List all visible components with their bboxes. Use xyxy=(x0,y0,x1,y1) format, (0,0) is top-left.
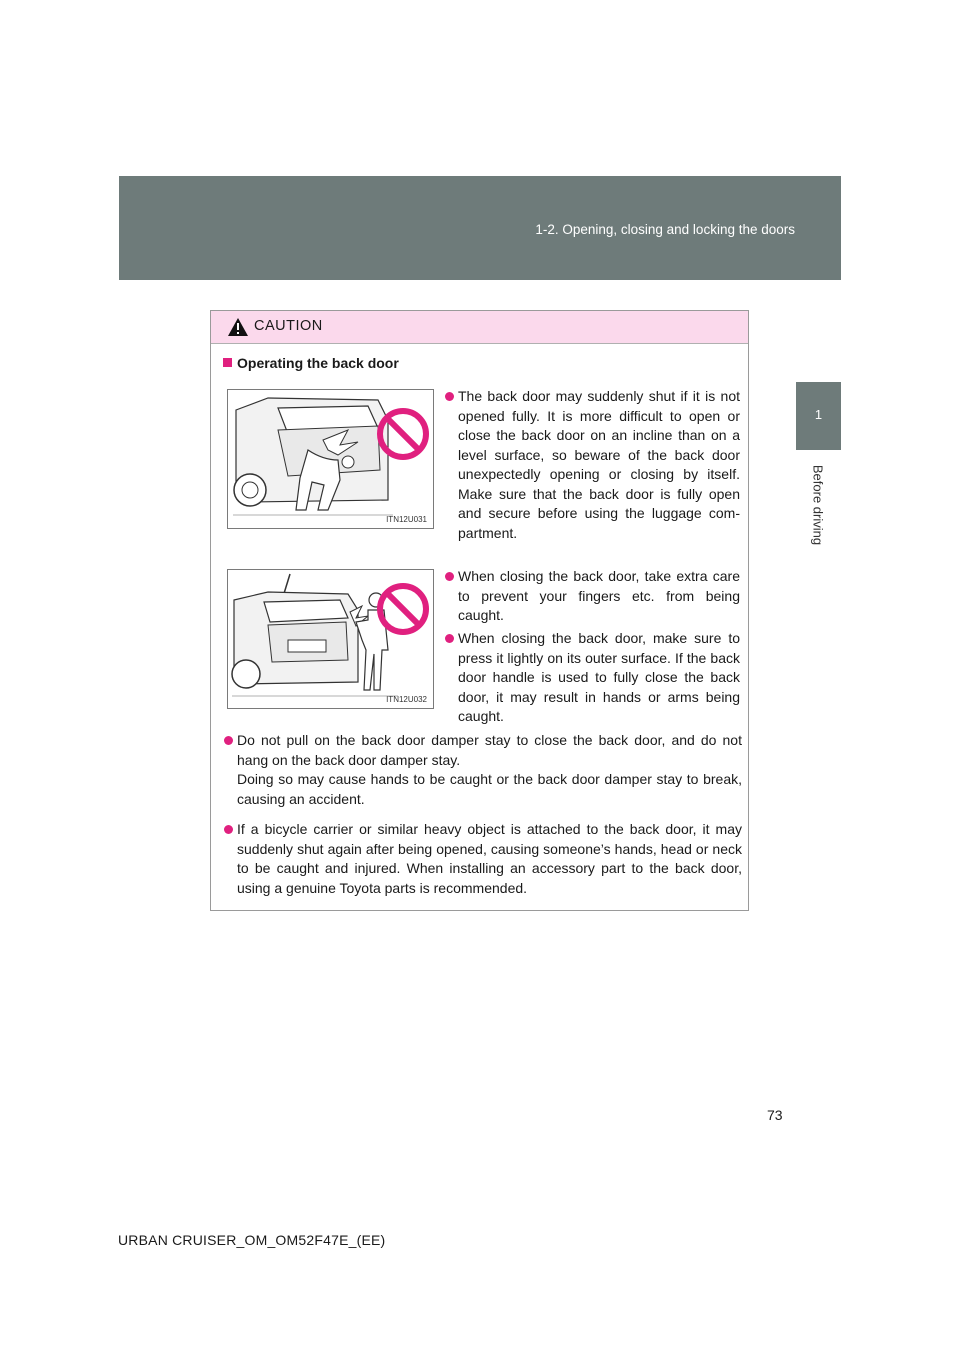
caution-box xyxy=(210,310,749,911)
bullet-item xyxy=(445,387,740,543)
caution-header xyxy=(211,311,748,344)
bullet-text: When closing the back door, make sure to press it lightly on its outer surface. If the back door handle is used to fully close the back door, it may result in hands or arms being caught. xyxy=(458,630,740,724)
bullet-text: The back door may suddenly shut if it is not opened fully. It is more difficult to open or close the back door on an incline than on a level surface, so beware of the back door unexpectedly opening or closing by itself. Make sure that the back door is fully open and secure before using the luggage com-partment. xyxy=(458,388,740,541)
chapter-tab xyxy=(796,382,841,450)
illustration-back-door-closing xyxy=(227,569,434,709)
header-band xyxy=(119,176,841,280)
bullet-dot-icon xyxy=(445,572,454,581)
warning-triangle-icon xyxy=(227,317,249,337)
footer-document-id: URBAN CRUISER_OM_OM52F47E_(EE) xyxy=(118,1232,386,1248)
section-heading xyxy=(223,355,399,371)
bullet-text: When closing the back door, take extra care to prevent your fingers etc. from being caught. xyxy=(458,568,740,623)
square-bullet-icon xyxy=(223,358,232,367)
bullet-text: If a bicycle carrier or similar heavy object is attached to the back door, it may suddenly shut again after being opened, causing someone’s hands, head or neck to be caught and injured. When installing an accessory part to the back door, using a genuine Toyota parts is recommended. xyxy=(237,821,742,896)
bullet-dot-icon xyxy=(224,825,233,834)
page-number: 73 xyxy=(767,1107,783,1123)
caution-title: CAUTION xyxy=(254,318,323,334)
bullet-dot-icon xyxy=(445,392,454,401)
bullet-text: Do not pull on the back door damper stay to close the back door, and do not hang on the back door damper stay. xyxy=(237,732,742,768)
section-title: 1-2. Opening, closing and locking the doors xyxy=(535,222,795,237)
bullet-dot-icon xyxy=(445,634,454,643)
illustration-back-door-person-under xyxy=(227,389,434,529)
bullet-text-continued: Doing so may cause hands to be caught or the back door damper stay to break, causing an accident. xyxy=(237,771,742,807)
bullet-item xyxy=(224,820,742,898)
chapter-number: 1 xyxy=(814,407,823,422)
illustration-code: ITN12U032 xyxy=(386,695,427,704)
bullet-item xyxy=(445,567,740,626)
chapter-label: Before driving xyxy=(810,464,826,546)
section-heading-text: Operating the back door xyxy=(237,355,399,371)
bullet-item xyxy=(445,629,740,727)
bullet-dot-icon xyxy=(224,736,233,745)
prohibited-icon xyxy=(376,407,430,461)
bullet-item xyxy=(224,731,742,809)
prohibited-icon xyxy=(376,582,430,636)
illustration-code: ITN12U031 xyxy=(386,515,427,524)
